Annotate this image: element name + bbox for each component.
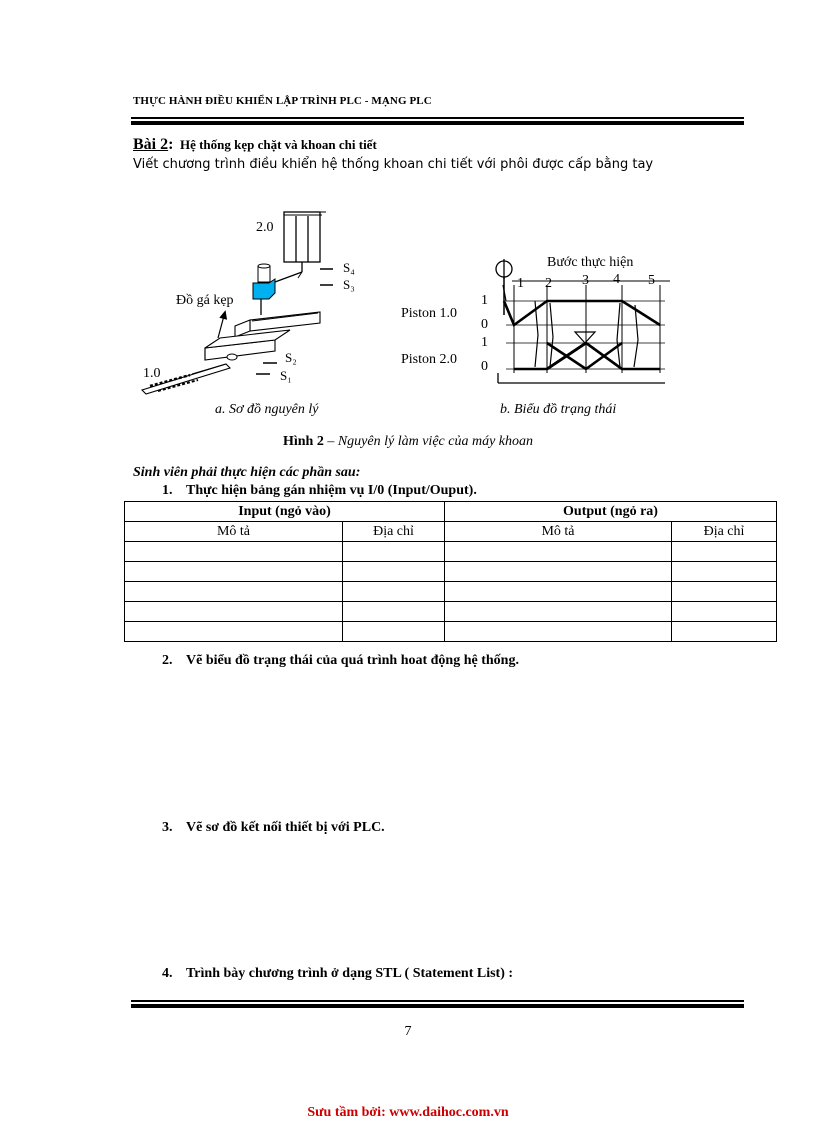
cylinder-2-body: [284, 212, 320, 262]
task-2: [162, 653, 519, 669]
page-number: 7: [404, 1024, 412, 1039]
steps-title: Bước thực hiện: [547, 255, 634, 270]
table-row: [125, 582, 777, 602]
table-row: [125, 542, 777, 562]
page-header: THỰC HÀNH ĐIỀU KHIỂN LẬP TRÌNH PLC - MẠNG PLC: [133, 95, 432, 107]
caption-a: a. Sơ đồ nguyên lý: [215, 402, 319, 417]
label-piston-1: Piston 1.0: [401, 306, 458, 321]
p2-level-1: 1: [481, 335, 488, 350]
exercise-title: Bài 2: Hệ thống kẹp chặt và khoan chi tiết: [133, 136, 377, 153]
step-1: 1: [517, 276, 524, 291]
figure-number: Hình 2: [282, 434, 324, 449]
table-row: [125, 622, 777, 642]
task-4-text: Trình bày chương trình ở dạng STL ( Statement List) :: [186, 966, 514, 981]
input-addr-header: Địa chỉ: [343, 522, 445, 542]
figure-title: Nguyên lý làm việc của máy khoan: [337, 434, 533, 449]
task-2-number: 2.: [162, 653, 173, 668]
step-2: 2: [545, 276, 552, 291]
p1-level-1: 1: [481, 293, 488, 308]
footer-rule-thick: [131, 1004, 744, 1008]
task-3: [162, 820, 385, 836]
input-desc-header: Mô tả: [125, 522, 343, 542]
task-3-text: Vẽ sơ đồ kết nối thiết bị với PLC.: [186, 820, 385, 835]
task-2-text: Vẽ biểu đồ trạng thái của quá trình hoat động hệ thống.: [186, 653, 519, 668]
label-clamp: Đồ gá kẹp: [176, 293, 234, 308]
p2-level-0: 0: [481, 359, 488, 374]
task-4: [162, 966, 513, 982]
output-addr-header: Địa chỉ: [672, 522, 777, 542]
step-3: 3: [582, 273, 589, 288]
table-row: [125, 602, 777, 622]
figure-dash: –: [323, 434, 338, 449]
label-cyl-1: 1.0: [143, 366, 161, 381]
io-table: [124, 501, 777, 642]
task-4-number: 4.: [162, 966, 173, 981]
tasks-intro: Sinh viên phải thực hiện các phần sau:: [133, 465, 361, 480]
footer-rule-thin: [131, 1000, 744, 1002]
header-rule-thick: [131, 121, 744, 125]
p1-level-0: 0: [481, 317, 488, 332]
output-desc-header: Mô tả: [445, 522, 672, 542]
step-4: 4: [613, 272, 620, 287]
source-footer: [0, 1105, 816, 1121]
step-5: 5: [648, 273, 655, 288]
label-s1: S₁: [280, 368, 292, 383]
label-cyl-2: 2.0: [256, 220, 274, 235]
footer-link[interactable]: www.daihoc.com.vn: [389, 1105, 509, 1120]
footer-prefix: Sưu tầm bởi:: [307, 1105, 390, 1120]
task-1: [162, 483, 477, 499]
task-1-text: Thực hiện bảng gán nhiệm vụ I/0 (Input/Ouput).: [186, 483, 477, 498]
task-1-number: 1.: [162, 483, 173, 498]
caption-b: b. Biểu đồ trạng thái: [500, 402, 617, 417]
input-header: Input (ngỏ vào): [125, 502, 445, 522]
header-rule-thin: [131, 117, 744, 119]
exercise-description: Viết chương trình điều khiển hệ thống khoan chi tiết với phôi được cấp bằng tay: [133, 157, 654, 172]
figure-caption: [0, 434, 816, 450]
label-s2: S₂: [285, 350, 297, 365]
label-piston-2: Piston 2.0: [401, 352, 458, 367]
exercise-label: Bài 2: [133, 136, 169, 153]
task-3-number: 3.: [162, 820, 173, 835]
output-header: Output (ngỏ ra): [445, 502, 777, 522]
label-s3: S₃: [343, 277, 355, 292]
table-row: [125, 562, 777, 582]
label-s4: S₄: [343, 260, 355, 275]
exercise-heading: Hệ thống kẹp chặt và khoan chi tiết: [179, 137, 377, 152]
